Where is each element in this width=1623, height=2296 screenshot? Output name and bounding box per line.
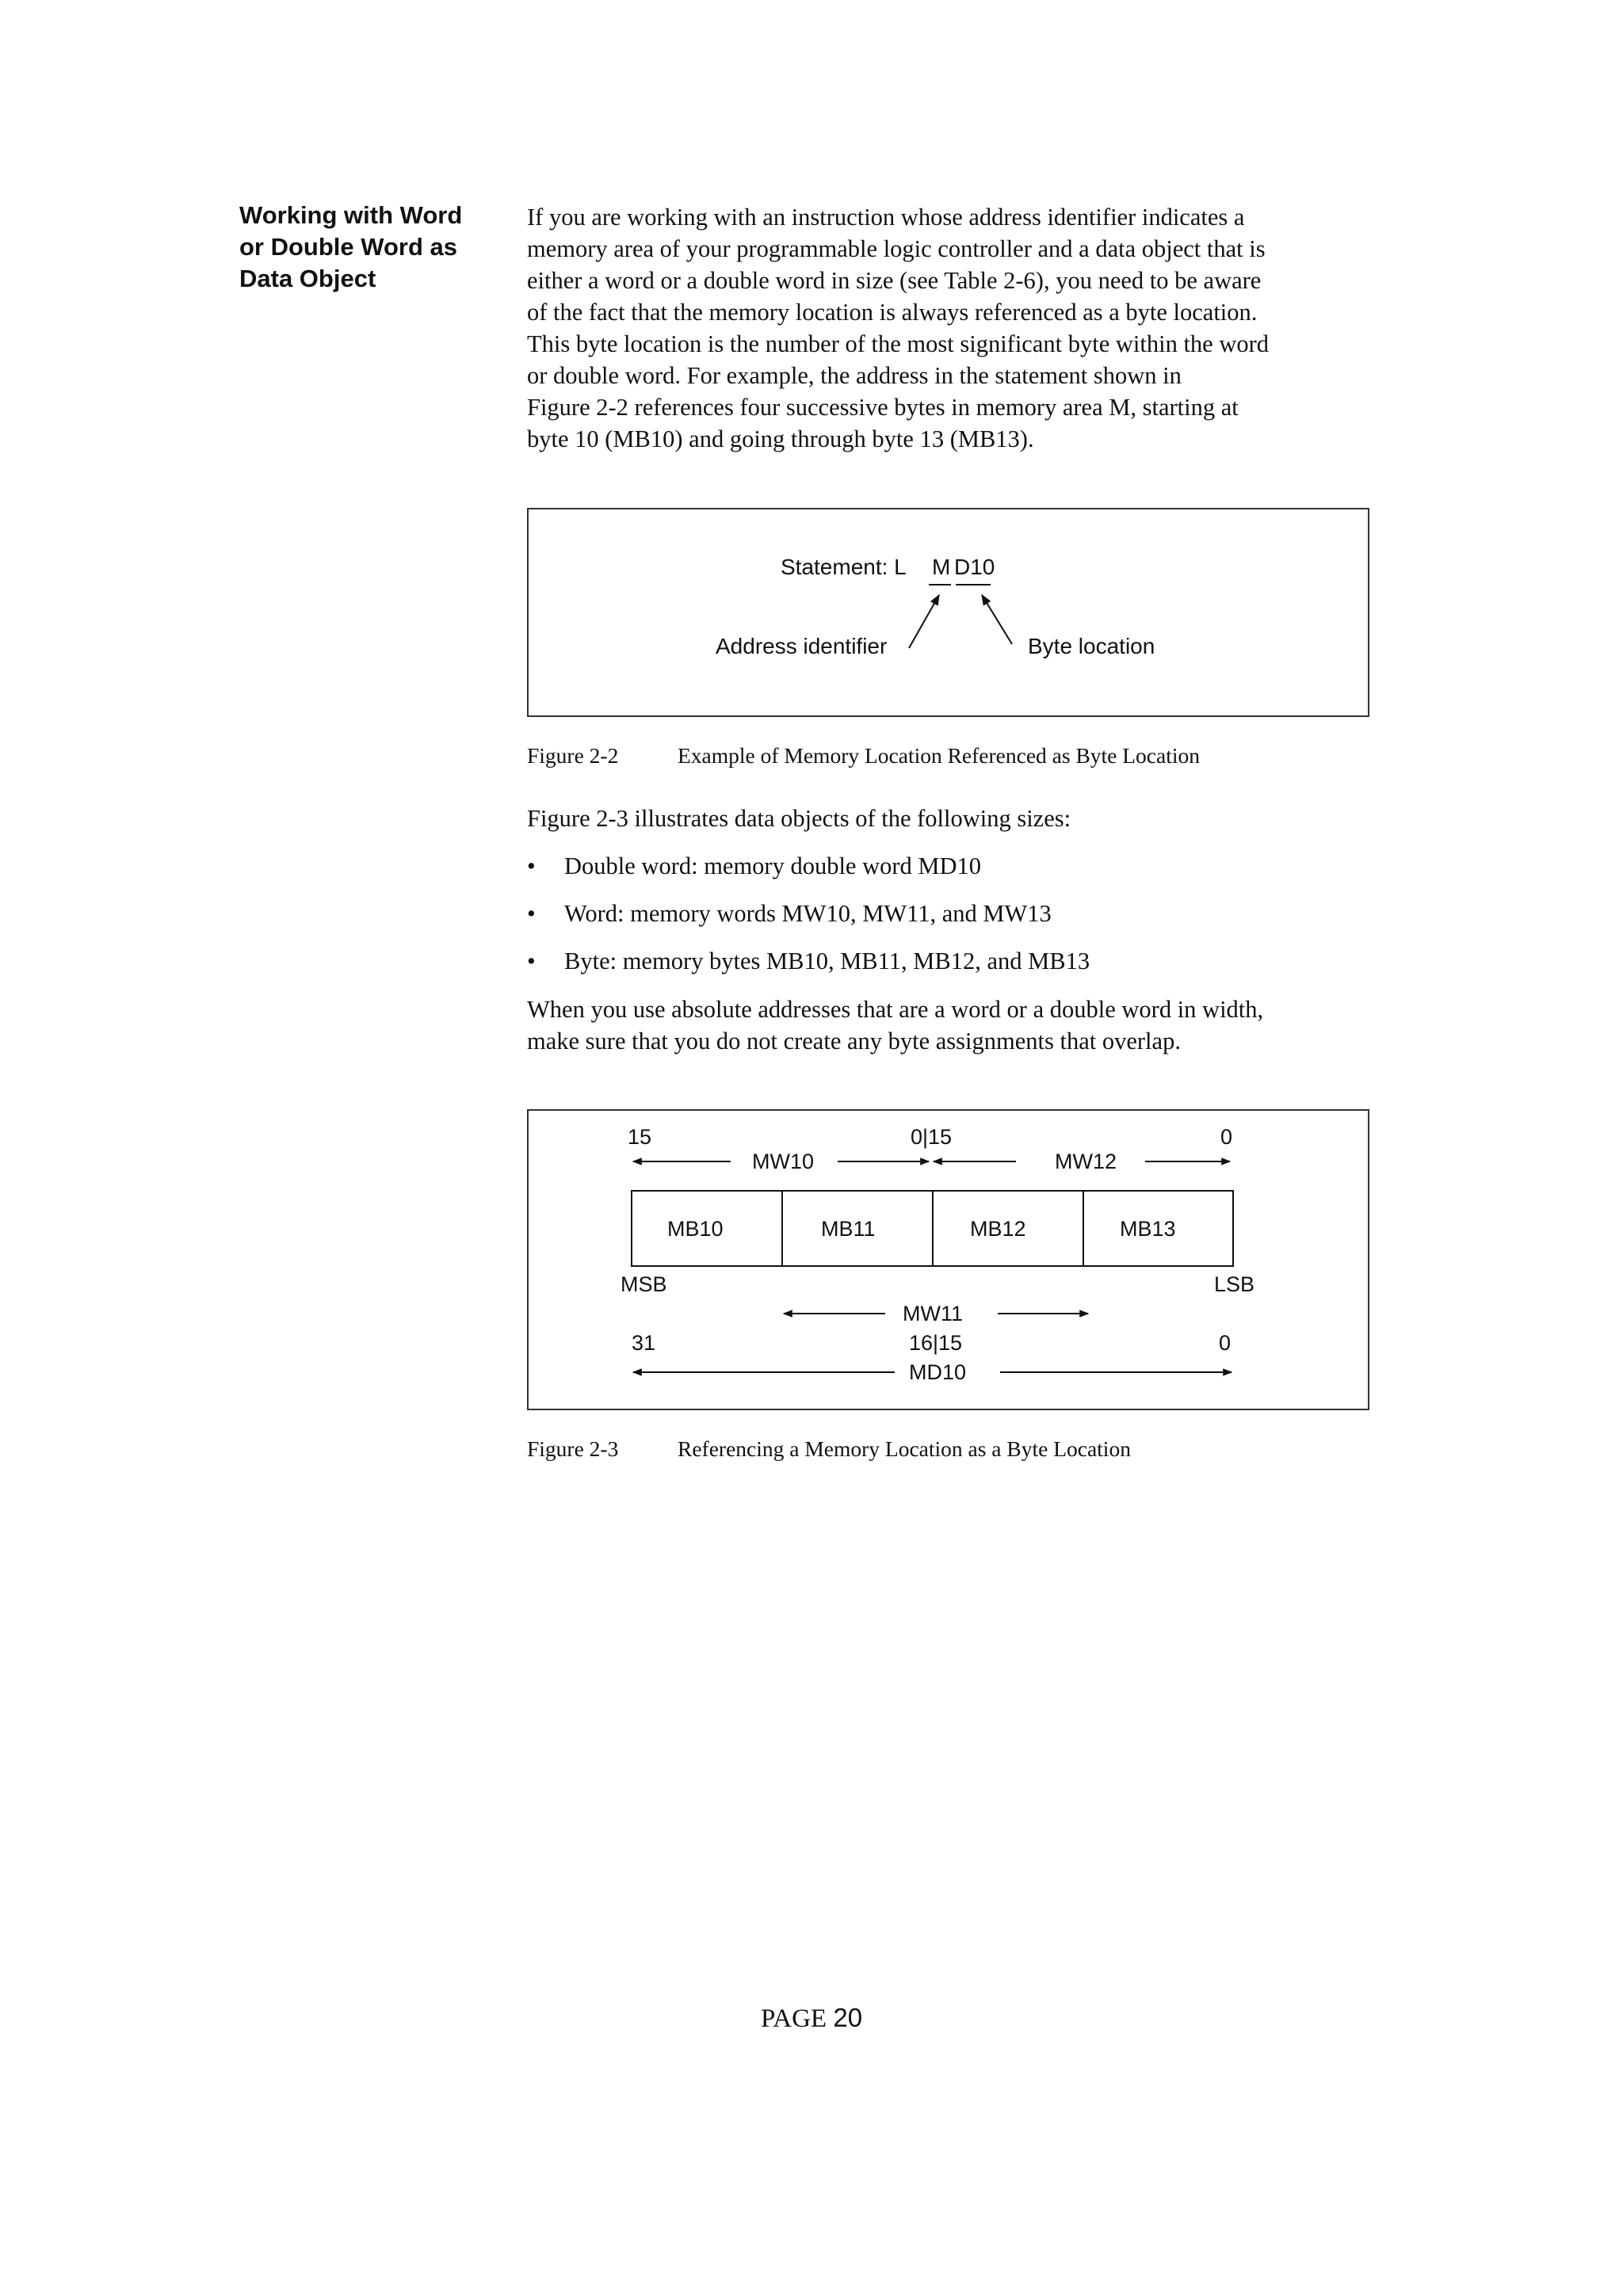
bullet-glyph: • xyxy=(527,948,536,974)
list-item xyxy=(527,850,1367,898)
paragraph-line: either a word or a double word in size (see Table 2-6), you need to be aware xyxy=(527,267,1262,294)
byte-cell-mb10: MB10 xyxy=(667,1217,724,1241)
heading-line-3: Data Object xyxy=(239,265,376,292)
section-heading xyxy=(239,200,501,295)
caption-text: Example of Memory Location Referenced as Byte Location xyxy=(678,743,1200,768)
paragraph-line: Figure 2-2 references four successive bytes in memory area M, starting at xyxy=(527,394,1239,421)
lsb-label: LSB xyxy=(1214,1272,1255,1296)
paragraph-line: make sure that you do not create any byte assignments that overlap. xyxy=(527,1028,1181,1055)
paragraph-line: This byte location is the number of the most significant byte within the word xyxy=(527,330,1270,357)
mw11-label: MW11 xyxy=(903,1302,964,1325)
list-item xyxy=(527,945,1367,993)
list-item-text: Word: memory words MW10, MW11, and MW13 xyxy=(564,900,1052,927)
bullet-glyph: • xyxy=(527,900,536,927)
overlap-warning xyxy=(527,994,1367,1057)
bit-0-bottom-label: 0 xyxy=(1219,1331,1232,1355)
size-list xyxy=(527,850,1367,993)
statement-location: D10 xyxy=(954,555,995,579)
md10-label: MD10 xyxy=(909,1360,967,1384)
list-item xyxy=(527,898,1367,945)
caption-number: Figure 2-3 xyxy=(527,1436,619,1461)
bit-31-label: 31 xyxy=(632,1331,656,1355)
paragraph-line: or double word. For example, the address in the statement shown in xyxy=(527,362,1182,389)
identifier-arrow xyxy=(909,595,939,648)
paragraph-line: When you use absolute addresses that are a word or a double word in width, xyxy=(527,996,1264,1023)
byte-cell-mb11: MB11 xyxy=(821,1217,876,1241)
heading-line-2: or Double Word as xyxy=(239,233,458,261)
byte-location-label: Byte location xyxy=(1028,634,1155,658)
intro-paragraph xyxy=(527,201,1367,455)
statement-identifier: M xyxy=(932,555,951,579)
bullet-glyph: • xyxy=(527,852,536,879)
bit-16-15-label: 16|15 xyxy=(909,1331,963,1355)
caption-text: Referencing a Memory Location as a Byte Location xyxy=(678,1436,1131,1461)
figure-2-3-box xyxy=(527,1109,1369,1410)
statement-prefix: Statement: L xyxy=(781,555,907,579)
figure-2-3-caption xyxy=(527,1436,1131,1462)
bit-15-label: 15 xyxy=(628,1125,652,1149)
paragraph-line: Figure 2-3 illustrates data objects of the following sizes: xyxy=(527,805,1071,832)
location-arrow xyxy=(982,595,1012,644)
bit-0-15-label: 0|15 xyxy=(911,1125,953,1149)
byte-cell-mb13: MB13 xyxy=(1120,1217,1176,1241)
bit-0-top-label: 0 xyxy=(1220,1125,1233,1149)
heading-line-1: Working with Word xyxy=(239,201,463,229)
byte-cell-mb12: MB12 xyxy=(970,1217,1026,1241)
paragraph-line: memory area of your programmable logic controller and a data object that is xyxy=(527,235,1266,262)
page-footer xyxy=(0,2003,1623,2034)
list-item-text: Byte: memory bytes MB10, MB11, MB12, and MB13 xyxy=(564,948,1090,974)
sizes-intro xyxy=(527,803,1367,834)
mw12-label: MW12 xyxy=(1055,1150,1117,1173)
page-number: 20 xyxy=(833,2003,863,2032)
figure-2-2-box xyxy=(527,508,1369,717)
list-item-text: Double word: memory double word MD10 xyxy=(564,852,982,879)
figure-2-2-caption xyxy=(527,743,1200,769)
page-label: PAGE xyxy=(760,2004,827,2033)
paragraph-line: If you are working with an instruction whose address identifier indicates a xyxy=(527,204,1245,231)
figure-2-3-diagram xyxy=(529,1111,1368,1409)
paragraph-line: of the fact that the memory location is always referenced as a byte location. xyxy=(527,299,1258,326)
figure-2-2-diagram xyxy=(529,509,1368,715)
paragraph-line: byte 10 (MB10) and going through byte 13 (MB13). xyxy=(527,425,1034,452)
address-identifier-label: Address identifier xyxy=(716,634,888,658)
msb-label: MSB xyxy=(621,1272,667,1296)
mw10-label: MW10 xyxy=(752,1150,815,1173)
caption-number: Figure 2-2 xyxy=(527,743,619,768)
